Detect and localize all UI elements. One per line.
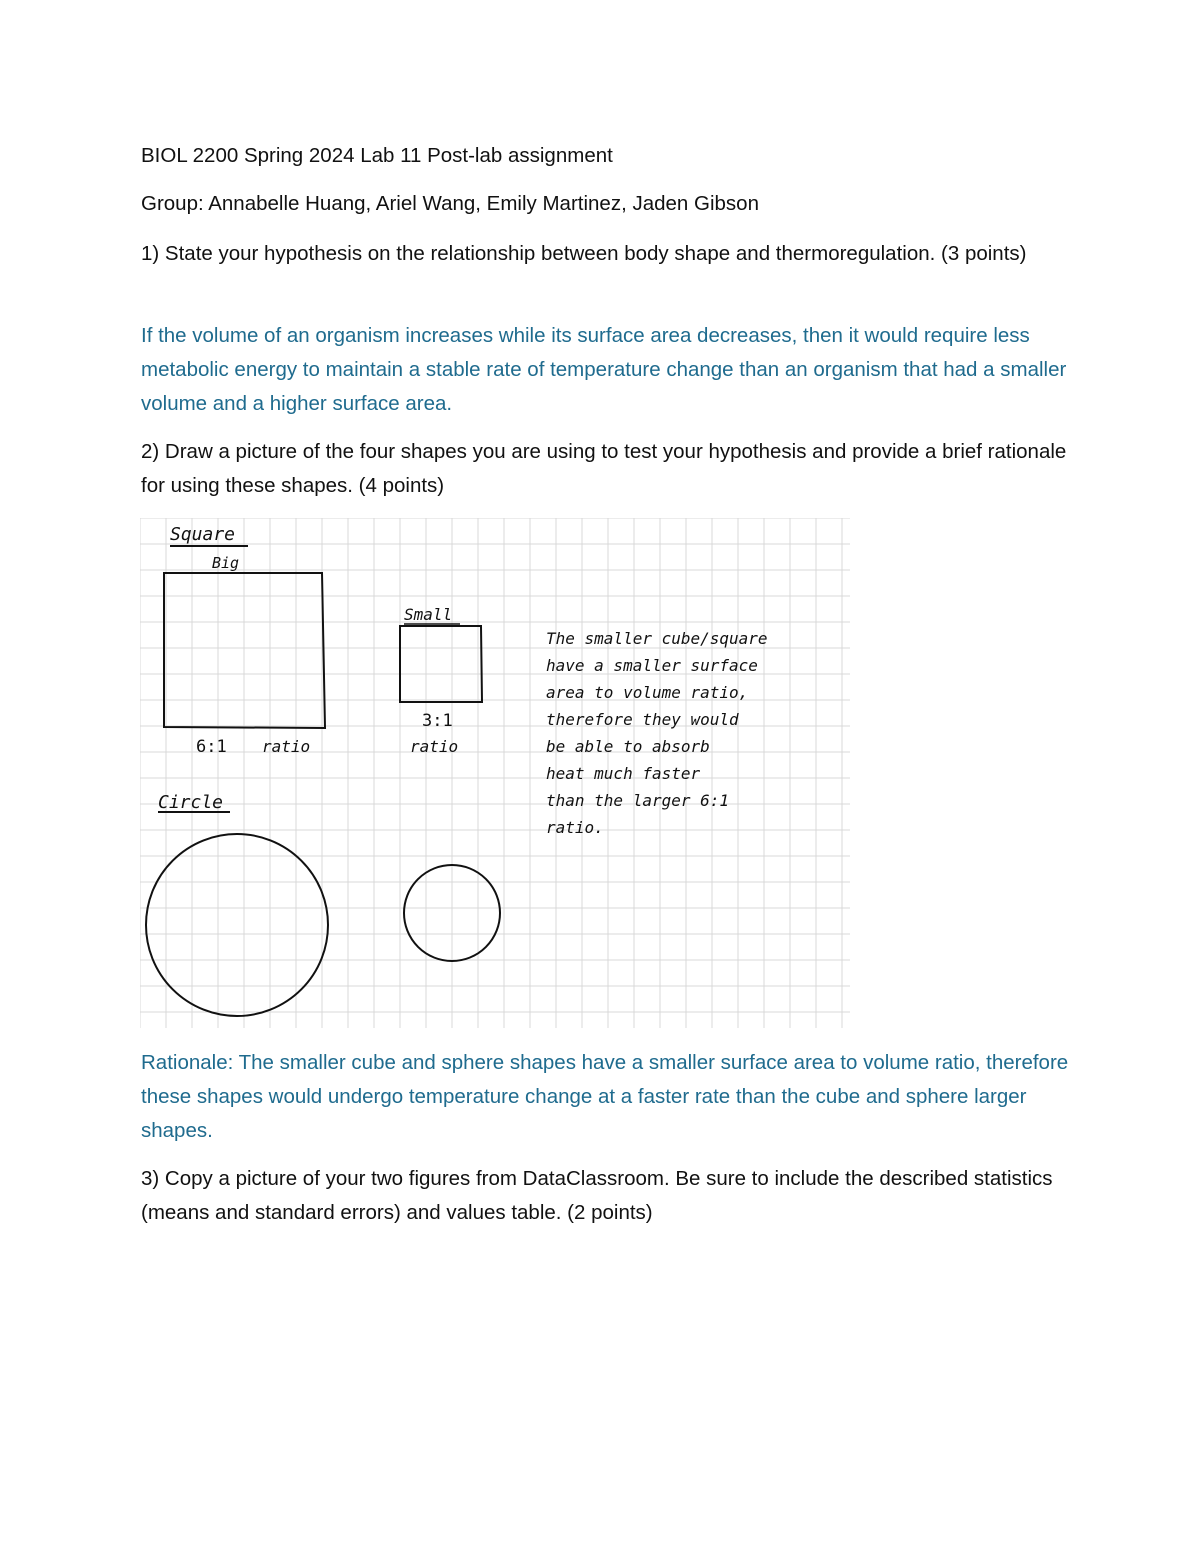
hand-drawn-shapes-sketch [140,518,850,1028]
note-line: area to volume ratio, [546,683,749,702]
group-members: Group: Annabelle Huang, Ariel Wang, Emily Martinez, Jaden Gibson [141,192,759,215]
note-line: have a smaller surface [546,656,758,675]
big-ratio-value: 6:1 [196,737,227,757]
handwritten-note [546,629,768,837]
question-2: 2) Draw a picture of the four shapes you are using to test your hypothesis and provide a brief rationale for using these shapes. (4 points) [141,440,1067,497]
circle-heading: Circle [158,792,224,813]
note-line: be able to absorb [546,737,710,756]
note-line: therefore they would [546,710,739,729]
document-title: BIOL 2200 Spring 2024 Lab 11 Post-lab assignment [141,144,613,167]
answer-1-hypothesis: If the volume of an organism increases while its surface area decreases, then it would require less metabolic energy to maintain a stable rate of temperature change than an organism that had a smaller volume and a higher surface area. [141,324,1067,415]
question-1: 1) State your hypothesis on the relationship between body shape and thermoregulation. (3 points) [141,242,1027,265]
small-ratio-word: ratio [410,737,459,756]
square-heading: Square [170,524,236,545]
note-line: ratio. [546,818,604,837]
question-3: 3) Copy a picture of your two figures from DataClassroom. Be sure to include the described statistics (means and standard errors) and values table. (2 points) [141,1167,1053,1224]
small-square-shape [400,626,482,702]
graph-paper-grid [140,518,850,1028]
small-label: Small [404,605,453,624]
note-line: The smaller cube/square [546,629,768,648]
big-label: Big [212,554,240,572]
small-ratio-value: 3:1 [422,711,453,731]
note-line: than the larger 6:1 [546,791,730,810]
big-ratio-word: ratio [262,737,311,756]
rationale-text: Rationale: The smaller cube and sphere shapes have a smaller surface area to volume ratio, therefore these shapes would undergo temperature change at a faster rate than the cube and sphere larger shapes. [141,1051,1069,1142]
note-line: heat much faster [546,764,701,783]
big-circle-shape [146,834,328,1016]
